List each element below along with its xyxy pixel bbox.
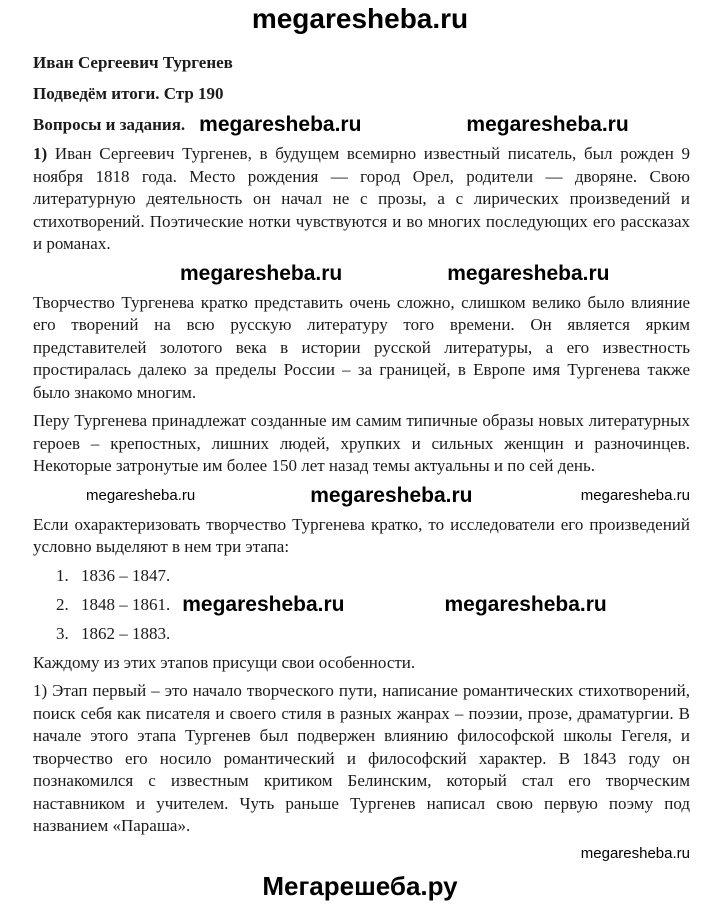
paragraph-4: Если охарактеризовать творчество Тургенева кратко, то исследователи его произведений условно выделяют в нем три этапа:	[33, 514, 690, 556]
paragraph-2: Творчество Тургенева кратко представить очень сложно, слишком велико было влияние его творений на всю русскую литературу того времени. Он является ярким представителей золотого века в истории русской литературы, а его известность простиралась далеко за пределы России – за границей, в Европе имя Тургенева также было знакомо многим.	[33, 292, 690, 402]
header-watermark: megaresheba.ru	[251, 3, 469, 34]
watermark-row	[33, 844, 690, 864]
watermark: megaresheba.ru	[444, 593, 607, 616]
author-title: Иван Сергеевич Тургенев	[33, 53, 233, 72]
paragraph-5: Каждому из этих этапов присущи свои особенности.	[33, 652, 416, 672]
footer-watermark: Мегарешеба.ру	[262, 870, 458, 901]
paragraph-1	[33, 143, 690, 256]
list-item: 1. 1836 – 1847.	[73, 565, 690, 588]
list-item-text: 2. 1848 – 1861.	[81, 594, 171, 614]
section-heading-row	[33, 113, 690, 137]
paragraph-number: 1)	[33, 144, 48, 163]
section-heading: Вопросы и задания.	[33, 114, 186, 134]
page-subtitle: Подведём итоги. Стр 190	[33, 83, 224, 103]
watermark: megaresheba.ru	[180, 261, 343, 285]
watermark: megaresheba.ru	[199, 113, 362, 136]
paragraph-6: 1) Этап первый – это начало творческого пути, написание романтических стихотворений, поиск себя как писателя и своего стиля в разных жанрах – поэзии, прозе, драматургии. В начале этого этапа Тургенев был подвержен влиянию философской школы Гегеля, и творчество его носило романтический и философский характер. В 1843 году он познакомился с известным критиком Белинским, который стал его творческим наставником и учителем. Чуть раньше Тургенев написал свою первую поэму под названием «Параша».	[33, 681, 690, 835]
watermark: megaresheba.ru	[580, 486, 690, 504]
watermark: megaresheba.ru	[310, 483, 473, 507]
paragraph-3: Перу Тургенева принадлежат созданные им самим типичные образы новых литературных героев – крепостных, лишних людей, хрупких и сильных женщин и разночинцев. Некоторые затронутые им более 150 лет назад темы актуальны и по сей день.	[33, 411, 690, 475]
list-item	[73, 593, 690, 617]
list-item: 3. 1862 – 1883.	[73, 623, 690, 646]
watermark-row	[33, 484, 690, 508]
watermark-row	[33, 262, 690, 286]
watermark: megaresheba.ru	[447, 261, 610, 285]
watermark: megaresheba.ru	[182, 593, 345, 616]
stages-list	[33, 565, 690, 646]
document-body	[33, 52, 690, 864]
watermark: megaresheba.ru	[466, 113, 629, 136]
watermark: megaresheba.ru	[580, 844, 690, 862]
paragraph-text: Иван Сергеевич Тургенев, в будущем всемирно известный писатель, был рожден 9 ноября 1818 года. Место рождения — город Орел, родители — дворяне. Свою литературную деятельность он начал не с прозы, а с лирических произведений и стихотворений. Поэтические нотки чувствуются и во многих последующих его рассказах и романах.	[33, 144, 690, 253]
watermark: megaresheba.ru	[86, 486, 196, 504]
